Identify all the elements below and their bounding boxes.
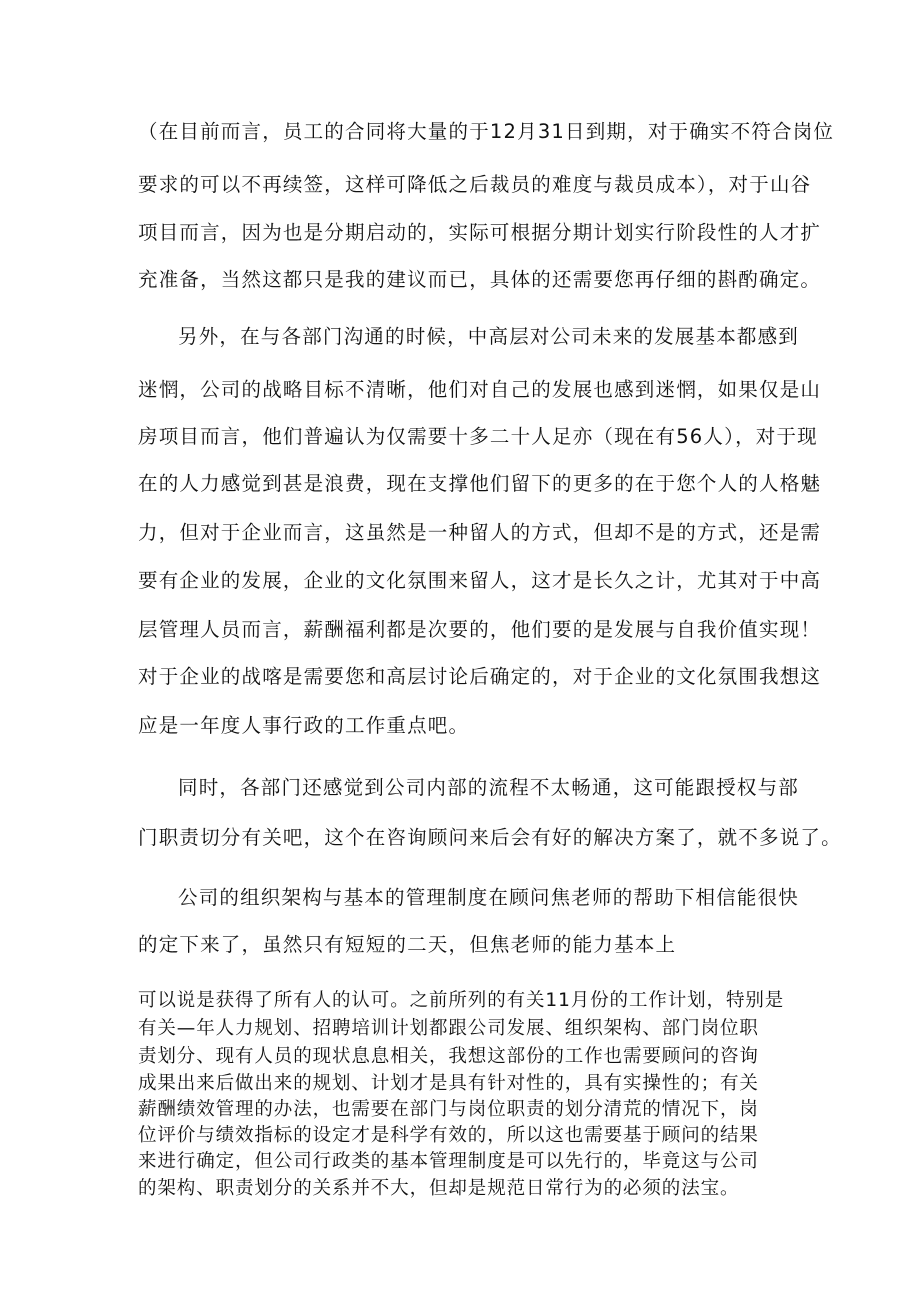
text-line: 同时，各部门还感觉到公司内部的流程不太畅通，这可能跟授权与部 — [178, 776, 800, 799]
text-line: 房项目而言，他们普遍认为仅需要十多二十人足亦（现在有56人），对于现 — [138, 425, 818, 448]
text-line: 可以说是获得了所有人的认可。之前所列的有关11月份的工作计划，特别是 — [138, 990, 785, 1011]
text-line: 迷惘，公司的战略目标不清晰，他们对自己的发展也感到迷惘，如果仅是山 — [138, 378, 822, 401]
text-line: 薪酬绩效管理的办法，也需要在部门与岗位职责的划分清荒的情况下，岗 — [138, 1099, 759, 1120]
text-line: （在目前而言，员工的合同将大量的于12月31日到期，对于确实不符合岗位 — [138, 120, 835, 143]
text-line: 责划分、现有人员的现状息息相关，我想这部份的工作也需要顾问的咨询 — [138, 1046, 759, 1067]
text-line: 公司的组织架构与基本的管理制度在顾问焦老师的帮助下相信能很快 — [178, 886, 800, 909]
text-line: 另外，在与各部门沟通的时候，中高层对公司未来的发展基本都感到 — [178, 325, 800, 348]
text-line: 力，但对于企业而言，这虽然是一种留人的方式，但却不是的方式，还是需 — [138, 521, 822, 544]
text-line: 对于企业的战喀是需要您和高层讨论后确定的，对于企业的文化氛围我想这 — [138, 665, 822, 688]
text-line: 成果出来后做出来的规划、计划才是具有针对性的，具有实操性的；有关 — [138, 1073, 759, 1094]
text-line: 项目而言，因为也是分期启动的，实际可根据分期计划实行阶段性的人才扩 — [138, 221, 822, 244]
text-line: 要求的可以不再续签，这样可降低之后裁员的难度与裁员成本），对于山谷 — [138, 173, 812, 196]
text-line: 要有企业的发展，企业的文化氛围来留人，这才是长久之计，尤其对于中高 — [138, 569, 822, 592]
text-line: 层管理人员而言，薪酬福利都是次要的，他们要的是发展与自我价值实现！ — [138, 618, 822, 641]
text-line: 位评价与绩效指标的设定才是科学有效的，所以这也需要基于顾问的结果 — [138, 1125, 759, 1146]
text-line: 门职责切分有关吧，这个在咨询顾问来后会有好的解决方案了，就不多说了。 — [138, 826, 842, 849]
text-line: 充准备，当然这都只是我的建议而已，具体的还需要您再仔细的斟酌确定。 — [138, 268, 822, 291]
text-line: 的架构、职责划分的关系并不大，但却是规范日常行为的必须的法宝。 — [138, 1178, 740, 1199]
text-line: 的定下来了，虽然只有短短的二天，但焦老师的能力基本上 — [138, 933, 677, 956]
text-line: 应是一年度人事行政的工作重点吧。 — [138, 714, 470, 737]
text-line: 有关—年人力规划、招聘培训计划都跟公司发展、组织架构、部门岗位职 — [138, 1018, 759, 1039]
text-line: 在的人力感觉到甚是浪费，现在支撑他们留下的更多的在于您个人的人格魅 — [138, 472, 822, 495]
text-line: 来进行确定，但公司行政类的基本管理制度是可以先行的，毕竟这与公司 — [138, 1151, 759, 1172]
